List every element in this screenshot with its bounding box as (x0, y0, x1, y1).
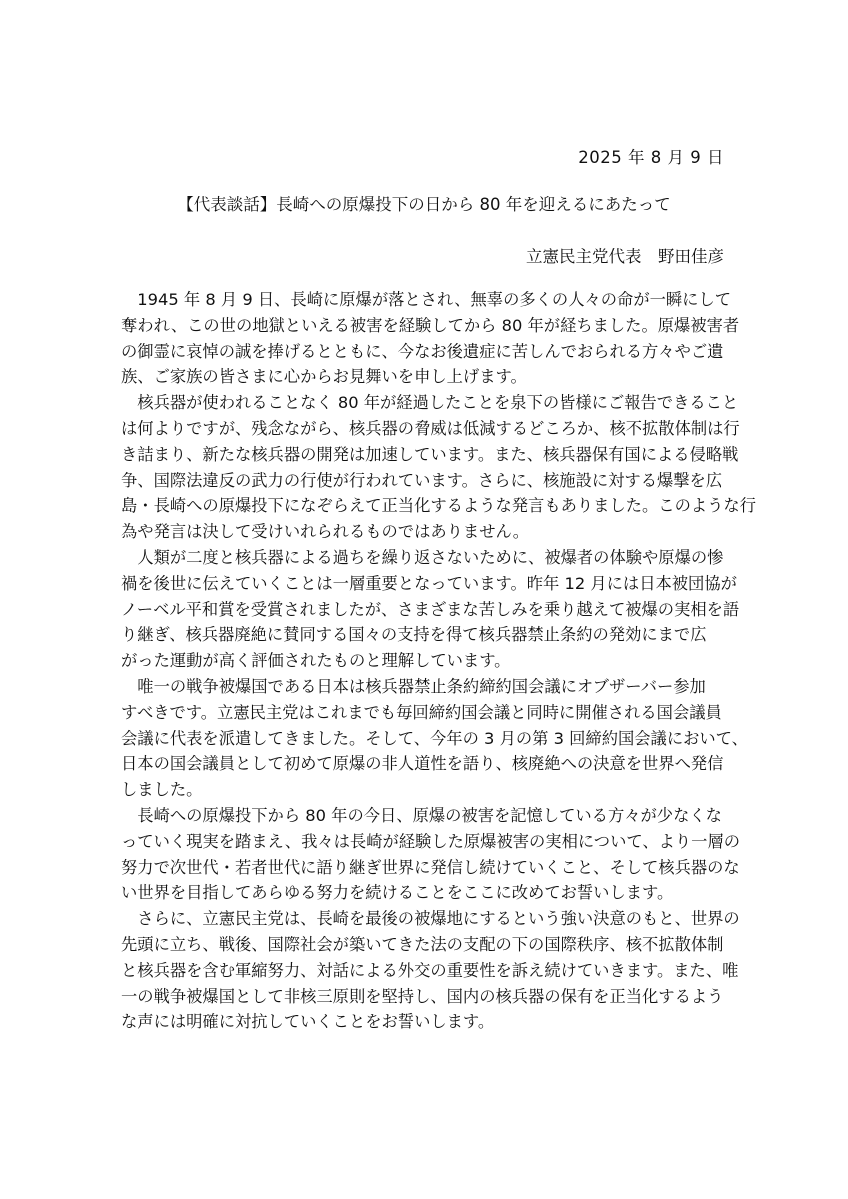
body-line: っていく現実を踏まえ、我々は長崎が経験した原爆被害の実相について、より一層の (121, 831, 741, 851)
body-line: さらに、立憲民主党は、長崎を最後の被爆地にするという強い決意のもと、世界の (121, 909, 740, 929)
body-line: き詰まり、新たな核兵器の開発は加速しています。また、核兵器保有国による侵略戦 (121, 444, 739, 464)
body-line: い世界を目指してあらゆる努力を続けることをここに改めてお誓いします。 (121, 883, 674, 903)
document-title: 【代表談話】長崎への原爆投下の日から 80 年を迎えるにあたって (177, 195, 671, 214)
body-line: 先頭に立ち、戦後、国際社会が築いてきた法の支配の下の国際秩序、核不拡散体制 (121, 934, 724, 954)
body-line: 争、国際法違反の武力の行使が行われています。さらに、核施設に対する爆撃を広 (121, 470, 723, 490)
body-line: 日本の国会議員として初めて原爆の非人道性を語り、核廃絶への決意を世界へ発信 (121, 754, 724, 774)
body-line: 唯一の戦争被爆国である日本は核兵器禁止条約締約国会議にオブザーバー参加 (121, 676, 706, 696)
body-line: 長崎への原爆投下から 80 年の今日、原爆の被害を記憶している方々が少なくな (121, 805, 722, 825)
document-author: 立憲民主党代表 野田佳彦 (526, 247, 724, 266)
body-line: ノーベル平和賞を受賞されましたが、さまざまな苦しみを乗り越えて被爆の実相を語 (121, 599, 740, 619)
body-line: 為や発言は決して受けいれられるものではありません。 (121, 522, 530, 542)
body-line: な声には明確に対抗していくことをお誓いします。 (121, 1012, 495, 1032)
body-line: は何よりですが、残念ながら、核兵器の脅威は低減するどころか、核不拡散体制は行 (121, 418, 740, 438)
body-line: 努力で次世代・若者世代に語り継ぎ世界に発信し続けていくこと、そして核兵器のな (121, 857, 740, 877)
body-line: の御霊に哀悼の誠を捧げるとともに、今なお後遺症に苦しんでおられる方々やご遺 (121, 341, 724, 361)
body-line: 島・長崎への原爆投下になぞらえて正当化するような発言もありました。このような行 (121, 496, 756, 516)
statement-body (121, 287, 756, 1035)
body-line: しました。 (121, 780, 203, 800)
body-line: 1945 年 8 月 9 日、長崎に原爆が落とされ、無辜の多くの人々の命が一瞬にして (121, 290, 732, 309)
body-line: 族、ご家族の皆さまに心からお見舞いを申し上げます。 (121, 367, 527, 387)
body-line: り継ぎ、核兵器廃絶に賛同する国々の支持を得て核兵器禁止条約の発効にまで広 (121, 625, 707, 645)
body-line: がった運動が高く評価されたものと理解しています。 (121, 651, 511, 671)
body-line: と核兵器を含む軍縮努力、対話による外交の重要性を訴え続けていきます。また、唯 (121, 960, 739, 980)
body-line: 禍を後世に伝えていくことは一層重要となっています。昨年 12 月には日本被団協が (121, 573, 737, 593)
document-date: 2025 年 8 月 9 日 (578, 148, 724, 167)
body-line: 奪われ、この世の地獄といえる被害を経験してから 80 年が経ちました。原爆被害者 (121, 315, 740, 335)
body-line: 会議に代表を派遣してきました。そして、今年の 3 月の第 3 回締約国会議において、 (121, 728, 748, 748)
body-line: すべきです。立憲民主党はこれまでも毎回締約国会議と同時に開催される国会議員 (121, 702, 722, 722)
body-line: 人類が二度と核兵器による過ちを繰り返さないために、被爆者の体験や原爆の惨 (121, 547, 724, 567)
body-line: 核兵器が使われることなく 80 年が経過したことを泉下の皆様にご報告できること (121, 393, 739, 413)
body-line: 一の戦争被爆国として非核三原則を堅持し、国内の核兵器の保有を正当化するよう (121, 986, 724, 1006)
